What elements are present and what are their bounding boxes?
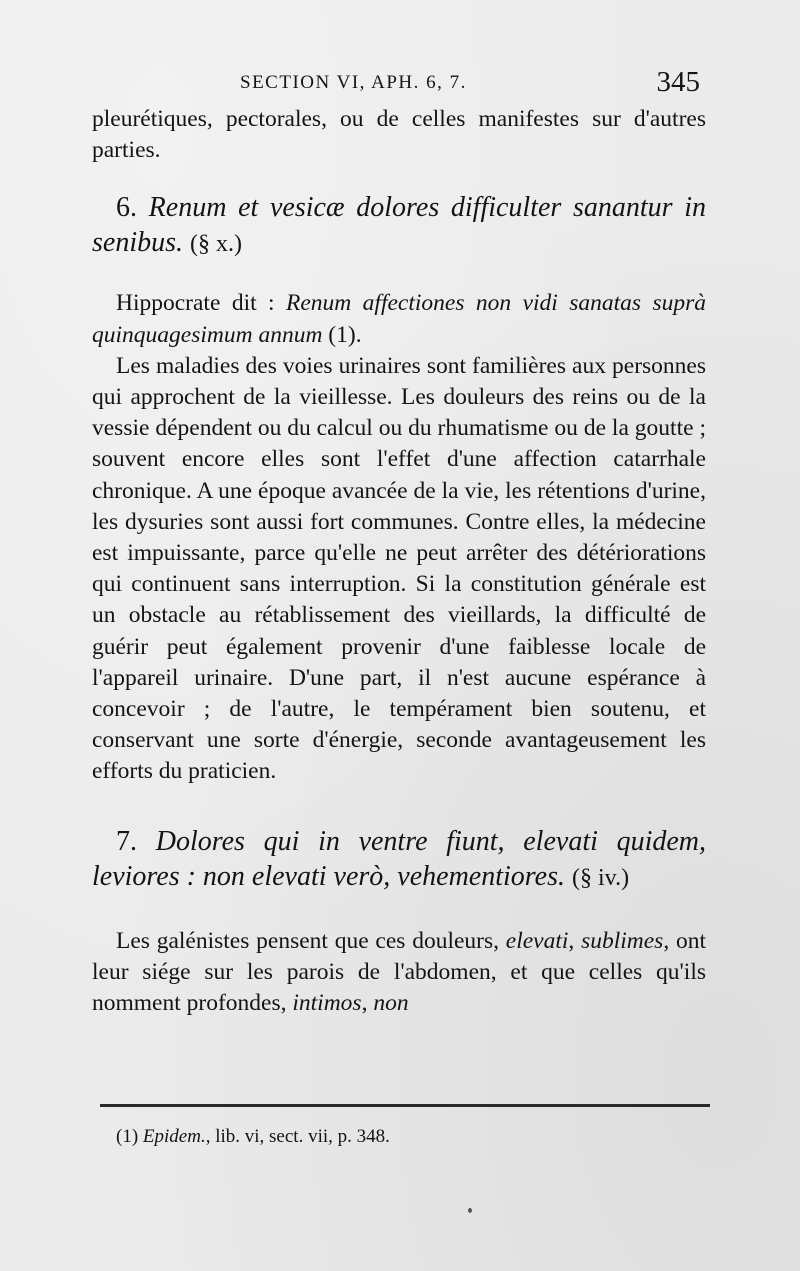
page-number: 345 [656,66,700,98]
aphorism-6 [92,190,706,262]
aphorism-6-number: 6. [116,192,137,224]
term-non: non [373,990,409,1017]
footnote-reference: (1). [322,321,362,348]
page-body [92,104,706,1019]
footnote [116,1126,706,1148]
galenistes-text-1: Les galénistes pensent que ces douleurs, [116,927,506,954]
hippocrate-quote: Renum affectiones non vidi sanatas suprà quinquagesimum annum [92,290,706,348]
term-sublimes: sublimes [581,927,664,954]
aphorism-7 [92,824,706,896]
galenistes-text-3: , ont leur siége sur les parois de l'abdomen, et que celles qu'ils nomment profondes, [92,927,707,1017]
footnote-marker: (1) [116,1126,143,1147]
aphorism-6-reference: (§ x.) [190,231,242,258]
continuation-paragraph: pleurétiques, pectorales, ou de celles manifestes sur d'autres parties. [92,106,706,164]
aphorism-7-number: 7. [116,825,137,857]
aphorism-6-text: Renum et vesicæ dolores difficulter sanantur in senibus. [92,192,706,259]
page-header [240,66,700,106]
footnote-details: , lib. vi, sect. vii, p. 348. [205,1126,390,1147]
aphorism-7-reference: (§ iv.) [571,864,630,891]
ink-speck [468,1208,472,1213]
maladies-paragraph: Les maladies des voies urinaires sont familières aux personnes qui approchent de la vieillesse. Les douleurs des reins ou de la vessie dépendent ou du calcul ou du rhumatisme ou de la goutte ; souvent encore elles sont l'effet d'une affection catarrhale chronique. A une époque avancée de la vie, les rétentions d'urine, les dysuries sont aussi fort communes. Contre elles, la médecine est impuissante, parce qu'elle ne peut arrêter des détériorations qui continuent sans interruption. Si la constitution générale est un obstacle au rétablissement des vieillards, la difficulté de guérir peut également provenir d'une faiblesse locale de l'appareil urinaire. D'une part, il n'est aucune espérance à concevoir ; de l'autre, le tempérament bien soutenu, et conservant une sorte d'énergie, seconde avantageusement les efforts du praticien. [92,352,706,785]
hippocrate-paragraph [92,288,706,350]
footnote-source: Epidem. [142,1126,206,1147]
galenistes-text-2: , [568,927,582,954]
hippocrate-lead: Hippocrate dit : [116,290,286,317]
term-intimos: intimos [292,990,362,1017]
running-head: SECTION VI, APH. 6, 7. [240,72,467,93]
term-elevati: elevati [505,927,569,954]
aphorism-7-text: Dolores qui in ventre fiunt, elevati quidem, leviores : non elevati verò, vehementiores. [92,825,707,892]
galenistes-text-4: , [361,990,374,1017]
footnote-rule [100,1104,710,1107]
galenistes-paragraph [92,926,706,1020]
